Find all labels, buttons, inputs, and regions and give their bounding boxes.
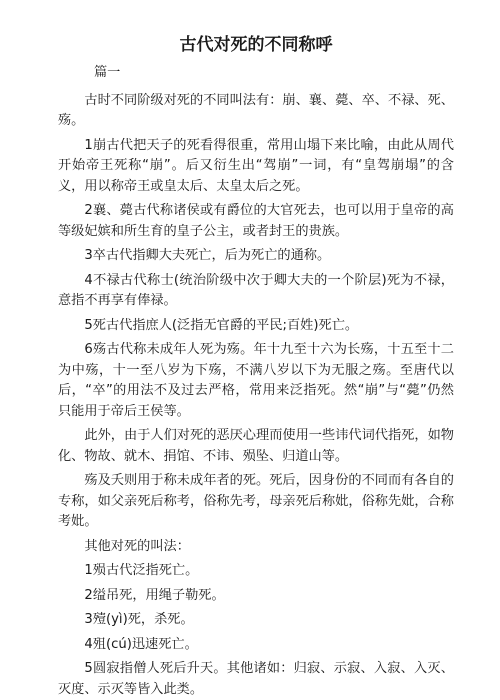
paragraph: 1崩古代把天子的死看得很重，常用山塌下来比喻，由此从周代开始帝王死称“崩”。后又衍生出“驾崩”一词，有“皇驾崩塌”的含义，用以称帝王或皇太后、太皇太后之死。 [58,136,454,198]
paragraph: 殇及夭则用于称未成年者的死。死后，因身份的不同而有各自的专称，如父亲死后称考，俗称先考，母亲死后称妣，俗称先妣，合称考妣。 [58,471,454,533]
paragraph: 1殒古代泛指死亡。 [58,561,454,582]
paragraph: 4不禄古代称士(统治阶级中次于卿大夫的一个阶层)死为不禄，意指不再享有俸禄。 [58,271,454,312]
paragraph: 其他对死的叫法： [58,537,454,558]
document-title: 古代对死的不同称呼 [58,0,454,63]
paragraph: 5圆寂指僧人死后升天。其他诸如：归寂、示寂、入寂、入灭、灭度、示灭等皆入此类。 [58,659,454,700]
paragraph: 2缢吊死，用绳子勒死。 [58,586,454,607]
paragraph: 古时不同阶级对死的不同叫法有：崩、襄、薨、卒、不禄、死、殇。 [58,91,454,132]
paragraph: 3殪(yì)死，杀死。 [58,610,454,631]
paragraph: 5死古代指庶人(泛指无官爵的平民;百姓)死亡。 [58,316,454,337]
paragraph: 4殂(cú)迅速死亡。 [58,635,454,656]
paragraph: 2襄、薨古代称诸侯或有爵位的大官死去，也可以用于皇帝的高等级妃嫔和所生育的皇子公主，或者封王的贵族。 [58,201,454,242]
paragraph: 6殇古代称未成年人死为殇。年十九至十六为长殇，十五至十二为中殇，十一至八岁为下殇，不满八岁以下为无服之殇。至唐代以后，“卒”的用法不及过去严格，常用来泛指死。然“崩”与“薨”仍然只能用于帝后王侯等。 [58,340,454,422]
paragraph: 3卒古代指卿大夫死亡，后为死亡的通称。 [58,246,454,267]
section-heading: 篇一 [58,63,454,84]
document-body [58,91,454,700]
paragraph: 此外，由于人们对死的恶厌心理而使用一些讳代词代指死，如物化、物故、就木、捐馆、不讳、殒坠、归道山等。 [58,426,454,467]
